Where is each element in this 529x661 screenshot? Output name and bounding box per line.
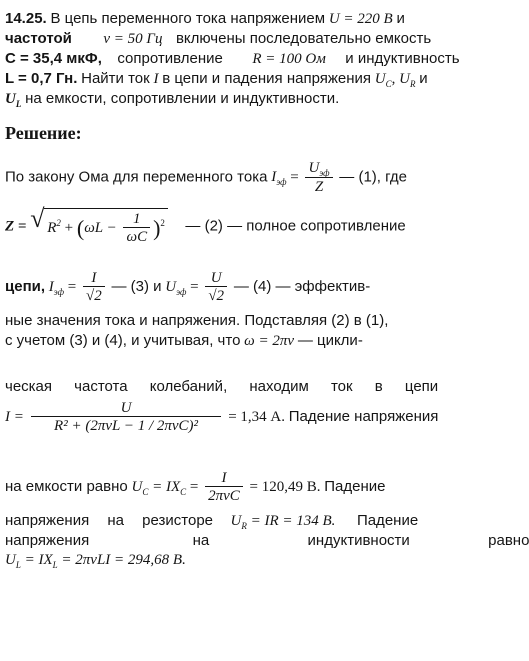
problem-line-2: частотой ν = 50 Гц включены последовательно емкость <box>5 30 432 47</box>
solution-line-3: цепи, $I_{эф}$ = $\frac{I}{√2}$ — (3) и $U_{эф}$ = $\frac{U}{√2}$ — (4) — эффектив- <box>5 270 371 304</box>
problem-line-3: С = 35,4 мкФ, сопротивление R = 100 Ом и индуктивность <box>5 50 460 67</box>
solution-line-8: на емкости равно $U_C = IX_C$ = $\frac{I}{\text{2πνC}}$ = 120,49 В. Падение <box>5 470 386 504</box>
solution-line-4: ные значения тока и напряжения. Подставляя (2) в (1), <box>5 312 389 329</box>
solution-line-10: напряжения на индуктивности равно <box>5 532 529 549</box>
solution-line-7: I = $\frac{U}{\text{R² + (2πνL − 1 / 2πνC)²}}$ = 1,34 А. Падение напряжения <box>5 400 439 434</box>
solution-heading: Решение: <box>5 123 82 143</box>
solution-line-6: ческая частота колебаний, находим ток в цепи <box>5 378 439 395</box>
impedance-radical: √ $R^2 + (\omega L$ − $\frac{1}{\omega C}$ )$^2$ <box>30 208 168 246</box>
problem-number: 14.25. <box>5 10 47 27</box>
problem-line-5: $U_L$ на емкости, сопротивлении и индуктивности. <box>5 90 340 109</box>
fraction-uef-z: $\frac{U_{эф}}{Z}$ <box>305 160 332 196</box>
solution-line-2: Z = √ $R^2 + (\omega L$ − $\frac{1}{\omega C}$ )$^2$ — (2) — полное сопротивление <box>5 204 406 245</box>
problem-line-4: L = 0,7 Гн. Найти ток I в цепи и падения напряжения $U_C$, $U_R$ и <box>5 70 428 89</box>
problem-line-1: 14.25. В цепь переменного тока напряжением U = 220 В и <box>5 10 405 27</box>
current-fraction: $\frac{U}{\text{R² + (2πνL − 1 / 2πνC)²}}$ <box>31 400 222 435</box>
solution-line-9: напряжения на резисторе $U_R$ = IR = 134 В. Падение <box>5 512 419 531</box>
solution-line-5: с учетом (3) и (4), и учитывая, что ω = 2πν — цикли- <box>5 332 363 349</box>
solution-line-11: $U_L = IX_L = 2\pi\nu LI = 294,68$ В. <box>5 552 186 570</box>
solution-line-1: По закону Ома для переменного тока $I_{эф}$ = $\frac{U_{эф}}{Z}$ — (1), где <box>5 160 408 195</box>
